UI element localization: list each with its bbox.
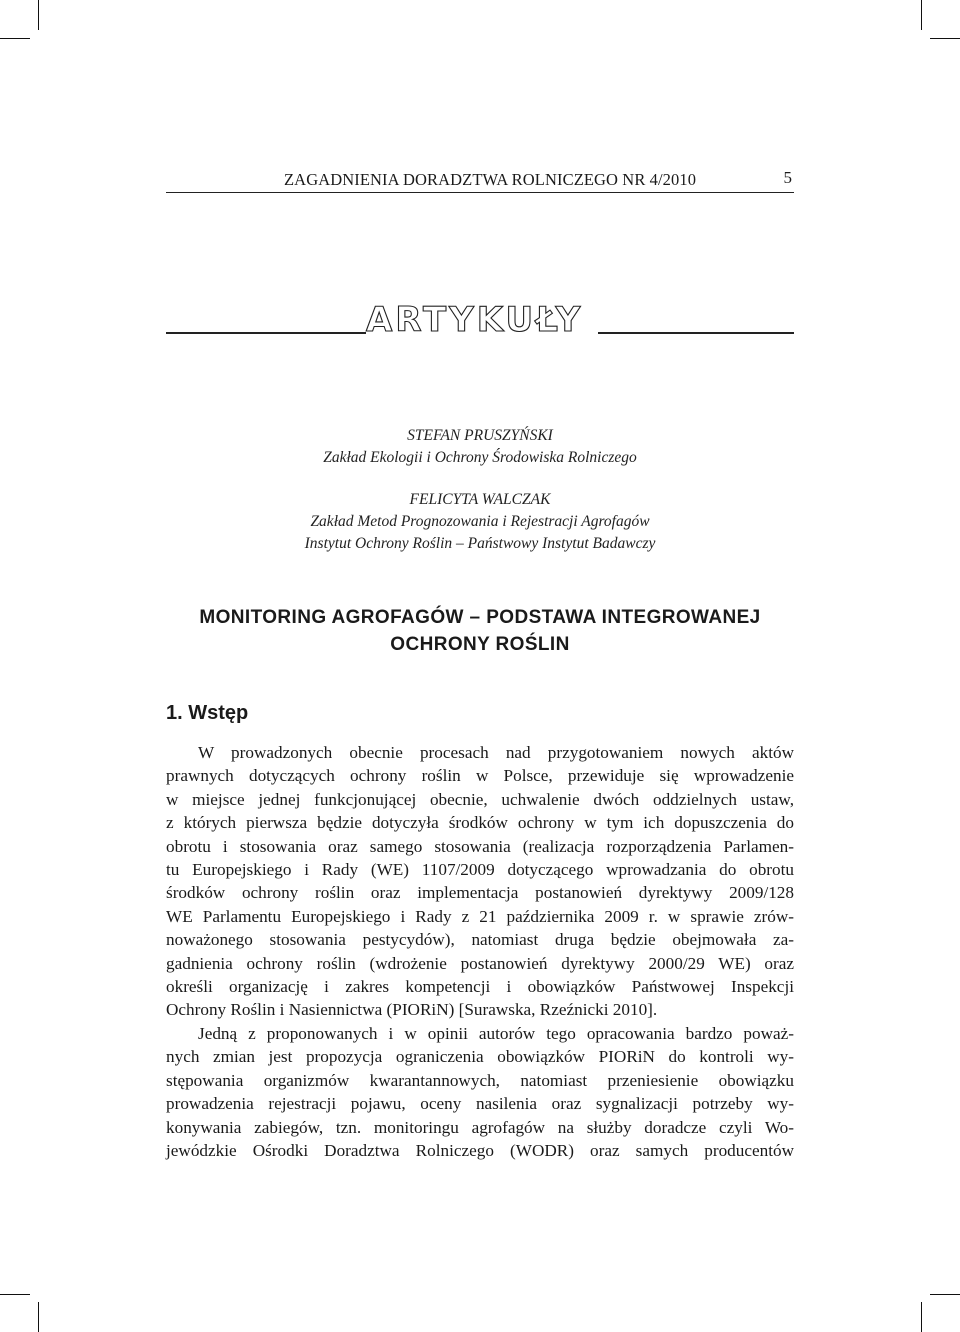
author-affiliation: Zakład Ekologii i Ochrony Środowiska Rolniczego — [323, 449, 637, 466]
section-title: ARTYKUŁY — [366, 300, 584, 340]
author-block-1 — [166, 425, 794, 469]
text-line: z których pierwsza będzie dotyczyła środków ochrony w tym ich dopuszczenia do — [166, 813, 794, 833]
text-line: W prowadzonych obecnie procesach nad przygotowaniem nowych aktów — [198, 743, 794, 762]
section-banner — [166, 300, 794, 340]
text-line: prowadzenia rejestracji pojawu, oceny nasilenia oraz sygnalizacji potrzeby wy- — [166, 1094, 794, 1114]
text-line: Jedną z proponowanych i w opinii autorów tego opracowania bardzo poważ- — [198, 1024, 794, 1043]
crop-mark — [0, 1294, 30, 1295]
text-line: noważonego stosowania pestycydów), natomiast druga będzie obejmowała za- — [166, 930, 794, 950]
crop-mark — [930, 1294, 960, 1295]
text-line: nych zmian jest propozycja ograniczenia obowiązków PIORiN do kontroli wy- — [166, 1047, 794, 1067]
text-line: w miejsce jednej funkcjonującej obecnie, uchwalenie dwóch oddzielnych ustaw, — [166, 789, 794, 809]
text-line: gadnienia ochrony roślin (wdrożenie postanowień dyrektywy 2000/29 WE) oraz — [166, 953, 794, 973]
text-line: określi organizację i zakres kompetencji i obowiązków Państwowej Inspekcji — [166, 976, 794, 996]
crop-mark — [38, 0, 39, 30]
article-title-line: MONITORING AGROFAGÓW – PODSTAWA INTEGROWANEJ — [199, 607, 761, 628]
text-line: prawnych dotyczących ochrony roślin w Polsce, przewiduje się wprowadzenie — [166, 766, 794, 786]
text-line: środków ochrony roślin oraz implementacja postanowień dyrektywy 2009/128 — [166, 883, 794, 903]
running-header — [166, 168, 794, 193]
crop-mark — [38, 1302, 39, 1332]
article-title-line: OCHRONY ROŚLIN — [390, 634, 570, 655]
paragraph-2 — [166, 1022, 794, 1162]
crop-mark — [0, 38, 30, 39]
text-line: WE Parlamentu Europejskiego i Rady z 21 października 2009 r. w sprawie zrów- — [166, 906, 794, 926]
text-line: konywania zabiegów, tzn. monitoringu agrofagów na służby doradcze czyli Wo- — [166, 1117, 794, 1137]
section-rule-right — [598, 332, 794, 334]
author-affiliation: Zakład Metod Prognozowania i Rejestracji Agrofagów — [310, 513, 650, 530]
crop-mark — [921, 0, 922, 30]
text-line: Ochrony Roślin i Nasiennictwa (PIORiN) [Surawska, Rzeźnicki 2010]. — [166, 1000, 658, 1020]
author-name: FELICYTA WALCZAK — [409, 491, 551, 508]
page-number: 5 — [783, 168, 792, 187]
crop-mark — [921, 1302, 922, 1332]
author-name: STEFAN PRUSZYŃSKI — [407, 427, 553, 444]
text-line: jewódzkie Ośrodki Doradztwa Rolniczego (WODR) oraz samych producentów — [166, 1140, 794, 1160]
section-heading: 1. Wstęp — [166, 702, 249, 724]
article-title — [166, 604, 794, 658]
journal-title: ZAGADNIENIA DORADZTWA ROLNICZEGO NR 4/2010 — [284, 170, 697, 189]
author-affiliation: Instytut Ochrony Roślin – Państwowy Instytut Badawczy — [304, 535, 656, 552]
paragraph-1 — [166, 741, 794, 1022]
text-line: stępowania organizmów kwarantannowych, natomiast przeniesienie obowiązku — [166, 1070, 794, 1090]
author-block-2 — [166, 489, 794, 555]
text-line: obrotu i stosowania oraz samego stosowania (realizacja rozporządzenia Parlamen- — [166, 836, 794, 856]
crop-mark — [930, 38, 960, 39]
text-line: tu Europejskiego i Rady (WE) 1107/2009 dotyczącego wprowadzania do obrotu — [166, 859, 794, 879]
section-rule-left — [166, 332, 366, 334]
